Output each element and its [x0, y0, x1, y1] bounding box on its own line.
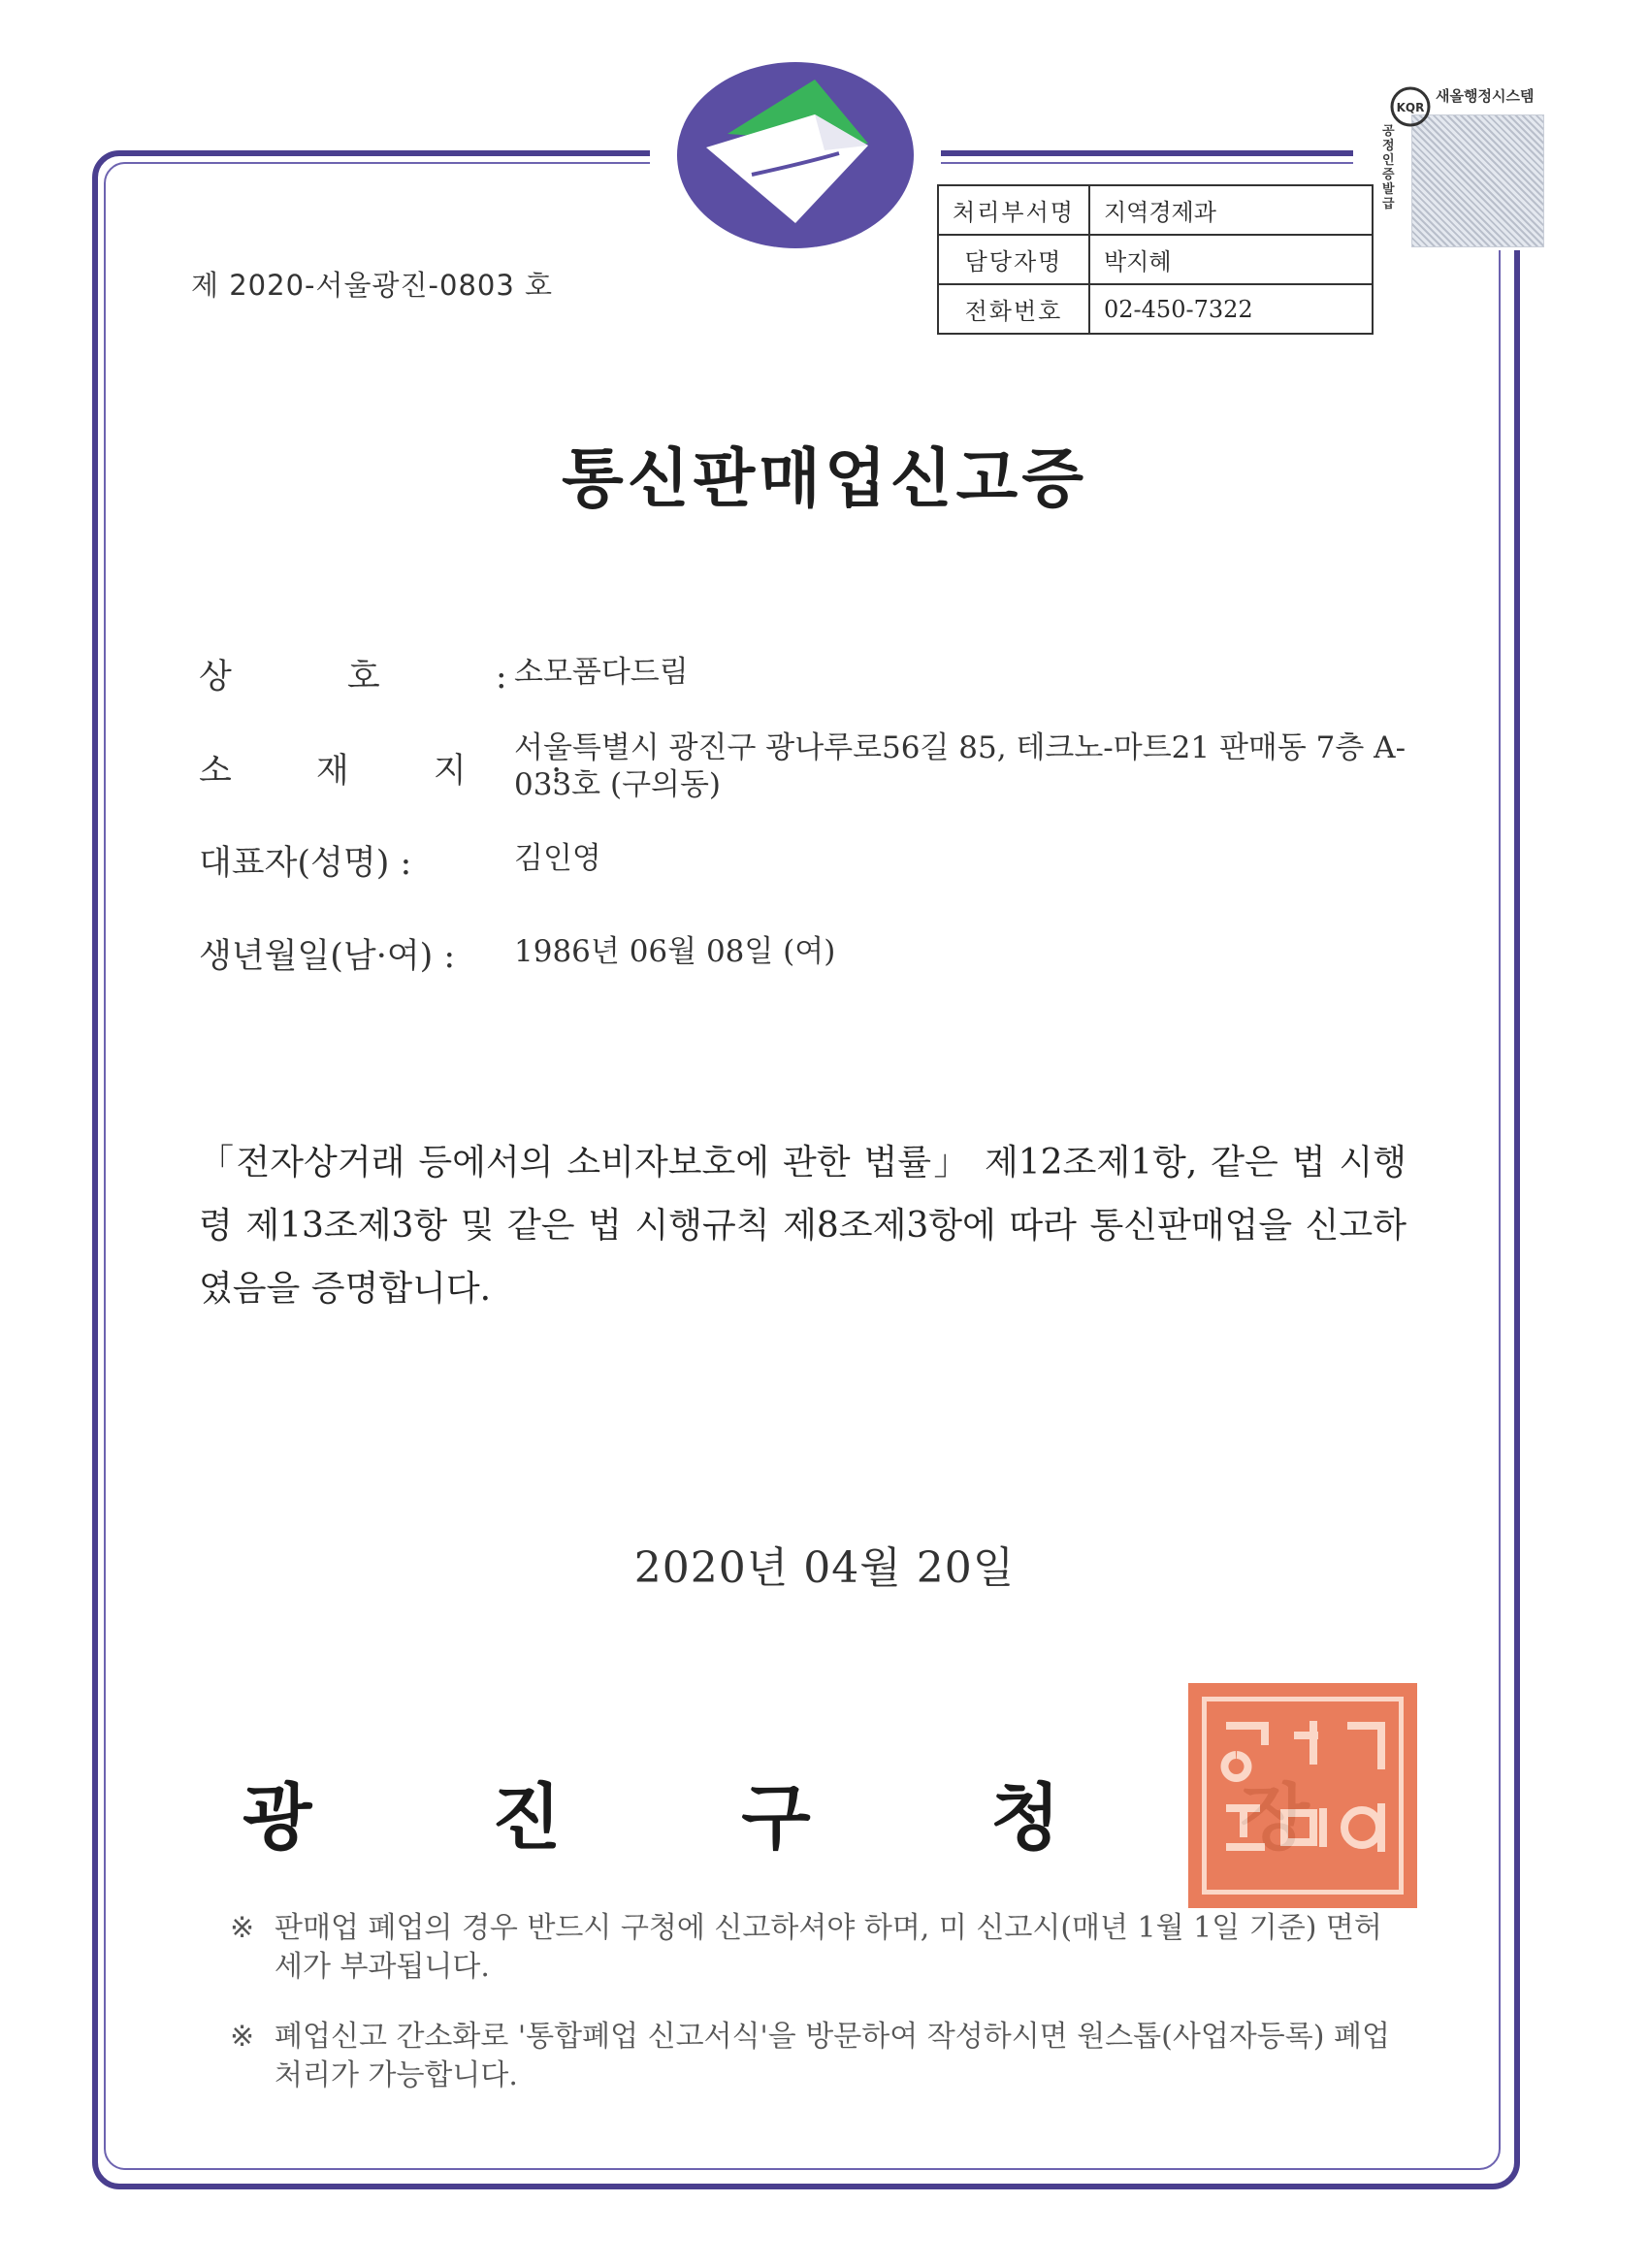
address-value: 서울특별시 광진구 광나루로56길 85, 테크노-마트21 판매동 7층 A-033호 (구의동) [514, 730, 1406, 802]
certification-text: 「전자상거래 등에서의 소비자보호에 관한 법률」 제12조제1항, 같은 법 시행령 제13조제3항 및 같은 법 시행규칙 제8조제3항에 따라 통신판매업을 신고하였음을 증명합니다. [199, 1143, 1406, 1309]
note-text: 판매업 폐업의 경우 반드시 구청에 신고하셔야 하며, 미 신고시(매년 1월 1일 기준) 면허세가 부과됩니다. [275, 1911, 1382, 1984]
note-item [230, 2018, 1397, 2095]
issuer-char: 구 [741, 1776, 811, 1860]
note-item [230, 1909, 1397, 1987]
official-seal-icon [1188, 1683, 1417, 1908]
issuer-name [242, 1761, 1310, 1863]
note-mark: ※ [230, 2020, 255, 2054]
birth-value: 1986년 06월 08일 (여) [514, 934, 836, 969]
address-label: 소 재 지 : [199, 752, 599, 791]
table-value: 지역경제과 [1089, 185, 1373, 235]
issuer-char: 청 [990, 1776, 1060, 1860]
table-row [938, 185, 1373, 235]
issue-date: 2020년 04월 20일 [633, 1543, 1016, 1593]
representative-label: 대표자(성명) : [199, 844, 412, 883]
seoul-emblem-icon [650, 58, 941, 252]
document-number: 제 2020-서울광진-0803 호 [191, 269, 554, 302]
table-key: 담당자명 [938, 235, 1089, 284]
department-info-table [937, 184, 1374, 335]
birth-label: 생년월일(남·여) : [199, 937, 456, 976]
trade-name-label: 상 호 : [199, 658, 560, 697]
table-value: 02-450-7322 [1089, 284, 1373, 334]
trade-name-value: 소모품다드림 [514, 655, 689, 690]
table-key: 처리부서명 [938, 185, 1089, 235]
issuer-char: 진 [492, 1776, 562, 1860]
table-row [938, 235, 1373, 284]
note-mark: ※ [230, 1911, 255, 1945]
table-row [938, 284, 1373, 334]
representative-value: 김인영 [514, 841, 601, 876]
approval-system-name: 새올행정시스템 [1436, 87, 1535, 105]
issuer-char: 광 [242, 1776, 312, 1860]
security-pattern [1411, 114, 1544, 247]
note-text: 폐업신고 간소화로 '통합폐업 신고서식'을 방문하여 작성하시면 원스톱(사업자등록) 폐업 처리가 가능합니다. [275, 2020, 1390, 2092]
kqr-badge-text: KQR [1396, 101, 1425, 114]
table-value: 박지혜 [1089, 235, 1373, 284]
table-key: 전화번호 [938, 284, 1089, 334]
document-title: 통신판매업신고증 [561, 441, 1088, 516]
approval-vertical-text: 공정인증발급 [1382, 124, 1395, 211]
